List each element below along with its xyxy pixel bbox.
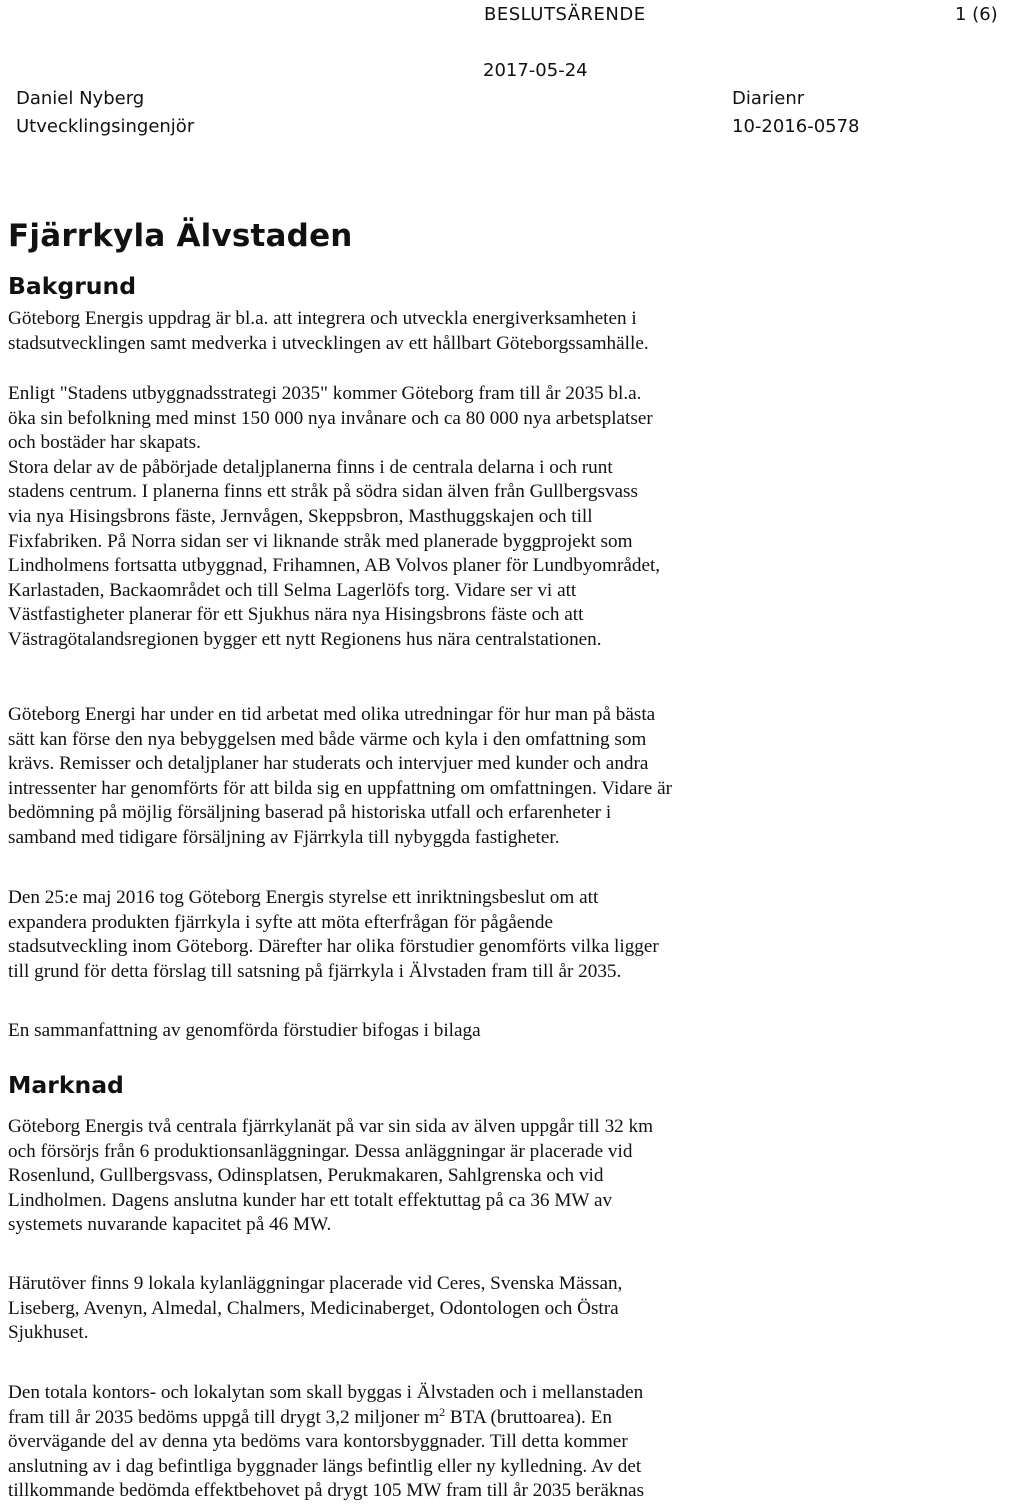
marknad-paragraph-3 — [8, 1381, 1018, 1504]
text-line: övervägande del av denna yta bedöms vara kontorsbyggnader. Till detta kommer — [8, 1431, 628, 1453]
text-segment: BTA (bruttoarea). En — [445, 1406, 612, 1428]
diary-label: Diarienr — [732, 88, 805, 109]
text-line: Den totala kontors- och lokalytan som skall byggas i Älvstaden och i mellanstaden — [8, 1382, 644, 1403]
text-line: Fixfabriken. På Norra sidan ser vi liknande stråk med planerade byggprojekt som — [8, 530, 633, 552]
text-line: Göteborg Energis uppdrag är bl.a. att integrera och utveckla energiverksamheten i — [8, 308, 637, 329]
text-line: Västragötalandsregionen bygger ett nytt Regionens hus nära centralstationen. — [8, 628, 602, 650]
document-date: 2017-05-24 — [483, 60, 588, 81]
text-line: Göteborg Energi har under en tid arbetat med olika utredningar för hur man på bästa — [8, 704, 656, 725]
text-line: sätt kan förse den nya bebyggelsen med både värme och kyla i den omfattning som — [8, 728, 647, 750]
bakgrund-paragraph-2 — [8, 382, 1018, 653]
text-line: Den 25:e maj 2016 tog Göteborg Energis styrelse ett inriktningsbeslut om att — [8, 887, 599, 908]
text-line: En sammanfattning av genomförda förstudier bifogas i bilaga — [8, 1020, 481, 1041]
diary-number: 10-2016-0578 — [732, 116, 860, 137]
text-line: systemets nuvarande kapacitet på 46 MW. — [8, 1214, 332, 1236]
text-line: Västfastigheter planerar för ett Sjukhus nära nya Hisingsbrons fäste och att — [8, 604, 584, 626]
text-line: krävs. Remisser och detaljplaner har studerats och intervjuer med kunder och andra — [8, 753, 649, 775]
page-number: 1 (6) — [955, 4, 998, 25]
text-line: Rosenlund, Gullbergsvass, Odinsplatsen, Perukmakaren, Sahlgrenska och vid — [8, 1165, 604, 1187]
document-title: Fjärrkyla Älvstaden — [8, 218, 353, 254]
author-name: Daniel Nyberg — [16, 88, 145, 109]
text-line: stadsutvecklingen samt medverka i utvecklingen av ett hållbart Göteborgssamhälle. — [8, 332, 649, 354]
text-line: stadens centrum. I planerna finns ett stråk på södra sidan älven från Gullbergsvass — [8, 481, 638, 503]
superscript-two: 2 — [439, 1404, 446, 1419]
heading-marknad: Marknad — [8, 1071, 124, 1099]
text-segment: fram till år 2035 bedöms uppgå till drygt 3,2 miljoner m — [8, 1406, 440, 1428]
text-line: Lindholmens fortsatta utbyggnad, Frihamnen, AB Volvos planer för Lundbyområdet, — [8, 555, 661, 577]
text-line: Stora delar av de påbörjade detaljplanerna finns i de centrala delarna i och runt — [8, 456, 613, 478]
text-line: Karlastaden, Backaområdet och till Selma Lagerlöfs torg. Vidare ser vi att — [8, 579, 577, 601]
text-line: till grund för detta förslag till satsning på fjärrkyla i Älvstaden fram till år 2035. — [8, 960, 622, 982]
text-line: öka sin befolkning med minst 150 000 nya invånare och ca 80 000 nya arbetsplatser — [8, 407, 653, 429]
bakgrund-paragraph-4 — [8, 886, 1018, 984]
document-type: BESLUTSÄRENDE — [484, 4, 646, 25]
text-line — [8, 1406, 1018, 1431]
text-line: och bostäder har skapats. — [8, 432, 201, 454]
text-line: och försörjs från 6 produktionsanläggningar. Dessa anläggningar är placerade vid — [8, 1140, 633, 1162]
text-line: stadsutveckling inom Göteborg. Därefter har olika förstudier genomförts vilka ligger — [8, 936, 659, 958]
text-line: Göteborg Energis två centrala fjärrkylanät på var sin sida av älven uppgår till 32 km — [8, 1116, 654, 1137]
text-line: Lindholmen. Dagens anslutna kunder har ett totalt effektuttag på ca 36 MW av — [8, 1189, 613, 1211]
author-title: Utvecklingsingenjör — [16, 116, 195, 137]
heading-bakgrund: Bakgrund — [8, 272, 137, 300]
bakgrund-paragraph-3 — [8, 703, 1018, 851]
text-line: Härutöver finns 9 lokala kylanläggningar placerade vid Ceres, Svenska Mässan, — [8, 1273, 623, 1294]
text-line: bedömning på möjlig försäljning baserad på historiska utfall och erfarenheter i — [8, 802, 612, 824]
bakgrund-paragraph-5 — [8, 1019, 1018, 1044]
text-line: Sjukhuset. — [8, 1322, 89, 1344]
text-line: expandera produkten fjärrkyla i syfte att möta efterfrågan för pågående — [8, 911, 553, 933]
text-line: anslutning av i dag befintliga byggnader längs befintlig eller ny kylledning. Av det — [8, 1455, 642, 1477]
text-line: via nya Hisingsbrons fäste, Jernvågen, Skeppsbron, Masthuggskajen och till — [8, 505, 593, 527]
marknad-paragraph-1 — [8, 1115, 1018, 1238]
text-line: Enligt "Stadens utbyggnadsstrategi 2035" kommer Göteborg fram till år 2035 bl.a. — [8, 383, 642, 404]
text-line: tillkommande bedömda effektbehovet på drygt 105 MW fram till år 2035 beräknas — [8, 1480, 645, 1502]
text-line: samband med tidigare försäljning av Fjärrkyla till nybyggda fastigheter. — [8, 826, 560, 848]
text-line: Liseberg, Avenyn, Almedal, Chalmers, Medicinaberget, Odontologen och Östra — [8, 1297, 619, 1319]
bakgrund-paragraph-1 — [8, 307, 1018, 356]
text-line: intressenter har genomförts för att bilda sig en uppfattning om omfattningen. Vidare är — [8, 777, 673, 799]
marknad-paragraph-2 — [8, 1272, 1018, 1346]
